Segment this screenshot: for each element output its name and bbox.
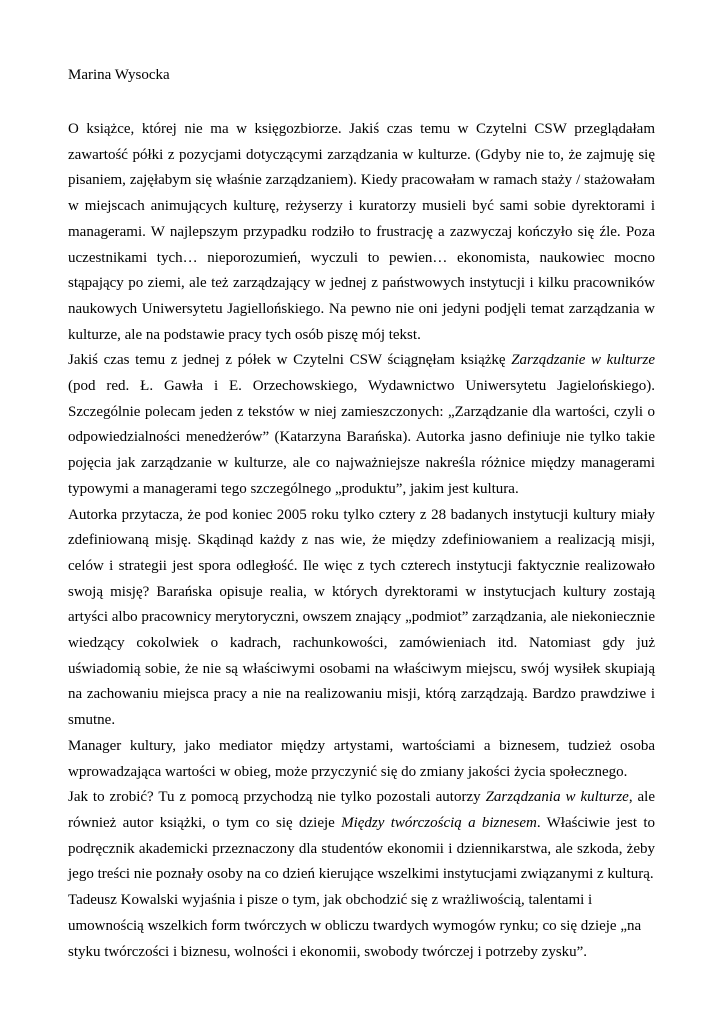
paragraph-how-to xyxy=(68,785,655,888)
paragraph-how-to-text-start: Jak to zrobić? Tu z pomocą przychodzą nie tylko pozostali autorzy xyxy=(68,789,486,806)
paragraph-book-text-end: (pod red. Ł. Gawła i E. Orzechowskiego, Wydawnictwo Uniwersytetu Jagielońskiego). Szczególnie polecam jeden z tekstów w niej zamieszczonych: „Zarządzanie dla wartości, czyli o odpowiedzialności menedżerów” (Katarzyna Barańska). Autorka jasno definiuje nie tylko takie pojęcia jak zarządzanie w kulturze, ale co najważniejsze nakreśla różnice między managerami typowymi a managerami tego szczególnego „produktu”, jakim jest kultura. xyxy=(68,378,655,497)
paragraph-mission: Autorka przytacza, że pod koniec 2005 roku tylko cztery z 28 badanych instytucji kultury miały zdefiniowaną misję. Skądinąd każdy z nas wie, że między zdefiniowaniem a realizacją misji, celów i strategii jest spora odległość. Ile więc z tych czterech instytucji faktycznie realizowało swoją misję? Barańska opisuje realia, w których dyrektorami w instytucjach kultury zostają artyści albo pracownicy merytoryczni, owszem znający „podmiot” zarządzania, ale niekoniecznie wiedzący cokolwiek o kadrach, rachunkowości, zamówieniach itd. Natomiast gdy już uświadomią sobie, że nie są właściwymi osobami na właściwym miejscu, swój wysiłek skupiają na zachowaniu miejsca pracy a nie na realizowaniu misji, którą zarządzają. Bardzo prawdziwe i smutne. xyxy=(68,506,655,729)
paragraph-how-to-text-middle: , ale również autor książki, o tym co się dzieje xyxy=(68,789,655,831)
author-name: Marina Wysocka xyxy=(68,67,170,83)
book-title-miedzy-tworczoscia-a-biznesem: Między twórczością a biznesem xyxy=(341,814,537,831)
book-title-zarzadzania-w-kulturze: Zarządzania w kulturze xyxy=(485,789,629,806)
paragraph-book xyxy=(68,348,655,502)
article-body xyxy=(68,117,655,965)
paragraph-book-text-start: Jakiś czas temu z jednej z półek w Czytelni CSW ściągnęłam książkę xyxy=(68,352,512,369)
paragraph-intro: O książce, której nie ma w księgozbiorze. Jakiś czas temu w Czytelni CSW przeglądałam zawartość półki z pozycjami dotyczącymi zarządzania w kulturze. (Gdyby nie to, że zajmuję się pisaniem, zajęłabym się właśnie zarządzaniem). Kiedy pracowałam w ramach staży / stażowałam w miejscach animujących kulturę, reżyserzy i kuratorzy musieli być sami sobie dyrektorami i managerami. W najlepszym przypadku rodziło to frustrację a zazwyczaj kończyło się źle. Poza uczestnikami tych… nieporozumień, wyczuli to pewien… ekonomista, naukowiec mocno stąpający po ziemi, ale też zarządzający w jednej z państwowych instytucji i kilku pracowników naukowych Uniwersytetu Jagiellońskiego. Na pewno nie oni jedyni podjęli temat zarządzania w kulturze, ale na podstawie pracy tych osób piszę mój tekst. xyxy=(68,121,655,343)
paragraph-manager: Manager kultury, jako mediator między artystami, wartościami a biznesem, tudzież osoba wprowadzająca wartości w obieg, może przyczynić się do zmiany jakości życia społecznego. xyxy=(68,737,655,780)
book-title-zarzadzanie-w-kulturze: Zarządzanie w kulturze xyxy=(511,352,655,369)
paragraph-how-to-text-end: . Właściwie jest to podręcznik akademicki przeznaczony dla studentów ekonomii i dziennikarstwa, ale szkoda, żeby jego treści nie poznały osoby na co dzień kierujące wszelkimi instytucjami związanymi z kulturą. xyxy=(68,814,655,883)
paragraph-kowalski: Tadeusz Kowalski wyjaśnia i pisze o tym, jak obchodzić się z wrażliwością, talentami i umownością wszelkich form twórczych w obliczu twardych wymogów rynku; co się dzieje „na styku twórczości i biznesu, wolności i ekonomii, swobody twórczej i potrzeby zysku”. xyxy=(68,892,642,960)
